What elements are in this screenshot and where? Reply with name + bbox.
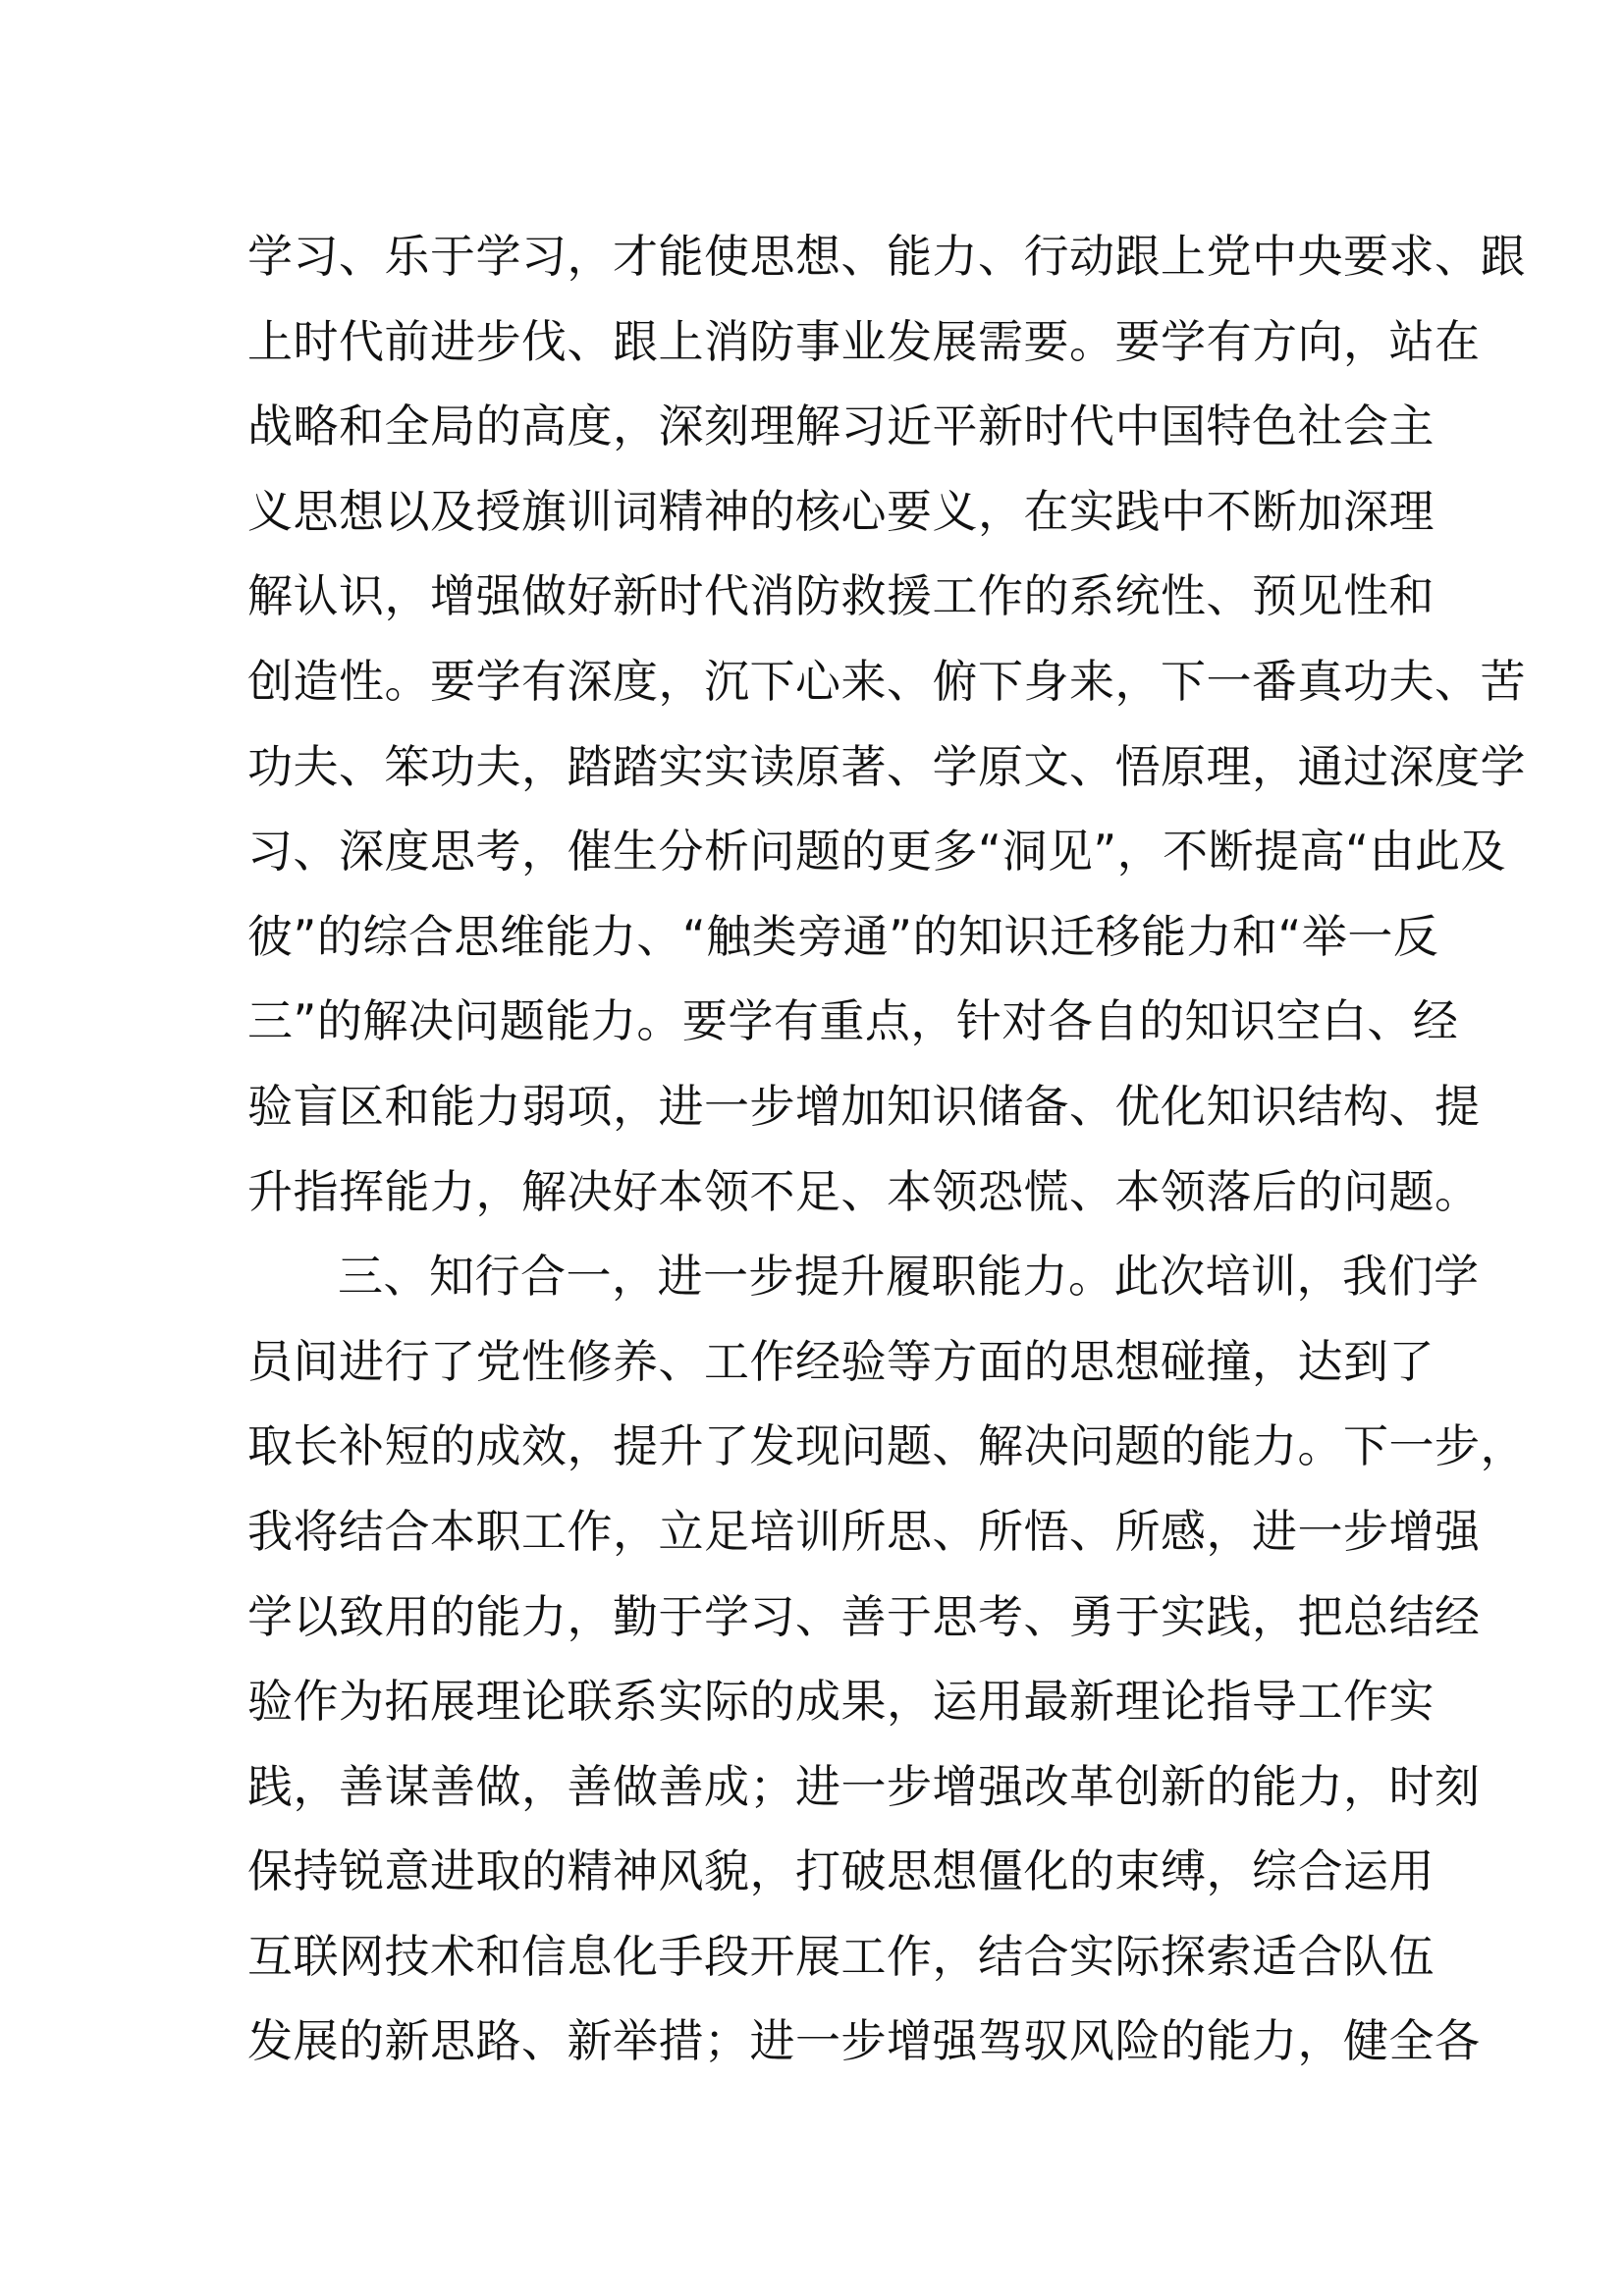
text-line: 发展的新思路、新举措；进一步增强驾驭风险的能力，健全各 [247, 2014, 1481, 2068]
text-line: 保持锐意进取的精神风貌，打破思想僵化的束缚，综合运用 [247, 1844, 1435, 1898]
text-line: 员间进行了党性修养、工作经验等方面的思想碰撞，达到了 [247, 1334, 1435, 1388]
text-line: 战略和全局的高度，深刻理解习近平新时代中国特色社会主 [247, 400, 1435, 454]
text-line: 验作为拓展理论联系实际的成果，运用最新理论指导工作实 [247, 1675, 1435, 1729]
text-line: 我将结合本职工作，立足培训所思、所悟、所感，进一步增强 [247, 1504, 1481, 1558]
text-line: 创造性。要学有深度，沉下心来、俯下身来，下一番真功夫、苦 [247, 654, 1526, 708]
text-line: 互联网技术和信息化手段开展工作，结合实际探索适合队伍 [247, 1929, 1435, 1983]
text-line: 践，善谋善做，善做善成；进一步增强改革创新的能力，时刻 [247, 1759, 1481, 1813]
section-heading-line: 三、知行合一，进一步提升履职能力。此次培训，我们学 [338, 1250, 1480, 1304]
text-line: 功夫、笨功夫，踏踏实实读原著、学原文、悟原理，通过深度学 [247, 739, 1526, 793]
text-line: 三”的解决问题能力。要学有重点，针对各自的知识空白、经 [247, 994, 1459, 1048]
text-line: 彼”的综合思维能力、“触类旁通”的知识迁移能力和“举一反 [247, 909, 1439, 963]
text-line: 解认识，增强做好新时代消防救援工作的系统性、预见性和 [247, 569, 1435, 623]
text-line: 学以致用的能力，勤于学习、善于思考、勇于实践，把总结经 [247, 1589, 1481, 1643]
text-line: 习、深度思考，催生分析问题的更多“洞见”，不断提高“由此及 [247, 825, 1506, 879]
text-line: 验盲区和能力弱项，进一步增加知识储备、优化知识结构、提 [247, 1079, 1481, 1133]
body-text [247, 214, 1526, 2084]
text-line: 学习、乐于学习，才能使思想、能力、行动跟上党中央要求、跟 [247, 230, 1526, 283]
text-line: 上时代前进步伐、跟上消防事业发展需要。要学有方向，站在 [247, 314, 1481, 368]
text-line: 义思想以及授旗训词精神的核心要义，在实践中不断加深理 [247, 484, 1435, 538]
text-line: 取长补短的成效，提升了发现问题、解决问题的能力。下一步， [247, 1419, 1526, 1473]
text-line: 升指挥能力，解决好本领不足、本领恐慌、本领落后的问题。 [247, 1164, 1481, 1218]
